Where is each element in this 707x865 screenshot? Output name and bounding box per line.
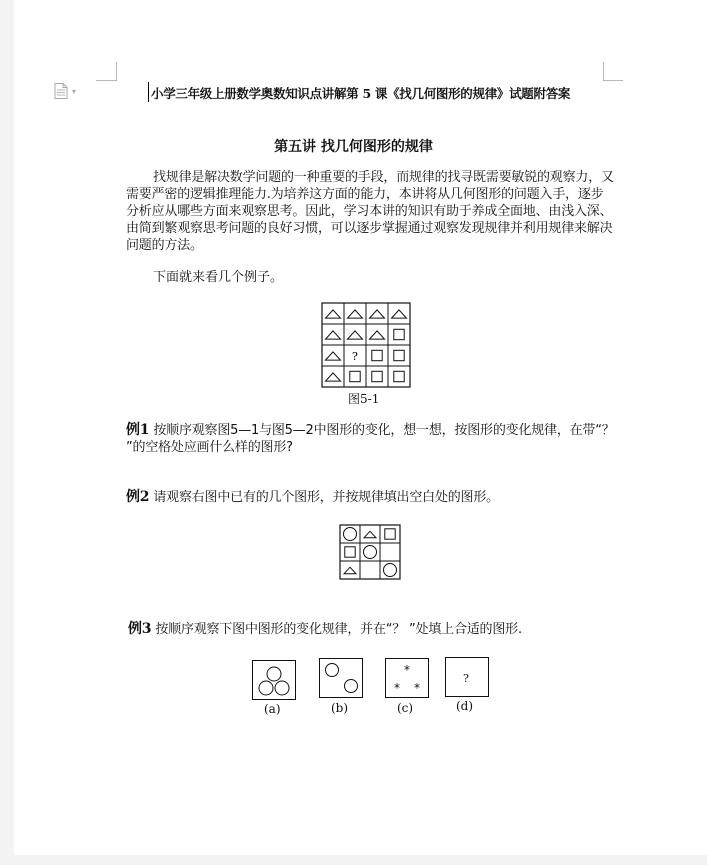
- example-1: [126, 422, 616, 456]
- example-text: 按顺序观察图5—1与图5—2中图形的变化，想一想，按图形的变化规律，在带“？ ”的空格处应画什么样的图形?: [126, 423, 615, 455]
- example-label: 例1: [126, 422, 150, 438]
- sequence-box-b: [319, 658, 363, 698]
- example-text: 按顺序观察下图中图形的变化规律，并在“？ ”处填上合适的图形.: [155, 622, 522, 637]
- chevron-down-icon: ▾: [72, 87, 77, 96]
- header-title: 小学三年级上册数学奥数知识点讲解第 5 课《找几何图形的规律》试题附答案: [151, 86, 571, 101]
- lesson-title: 第五讲 找几何图形的规律: [274, 139, 433, 155]
- example-label: 例3: [128, 621, 152, 637]
- figure-caption: 图5-1: [348, 392, 380, 406]
- example-2: [126, 489, 616, 506]
- star-icon: *: [394, 681, 400, 695]
- question-mark: ?: [463, 672, 469, 685]
- caption-a: (a): [264, 702, 281, 716]
- star-icon: *: [414, 681, 420, 695]
- caption-d: (d): [456, 699, 474, 713]
- text-cursor: [148, 82, 149, 102]
- intro-paragraph: 找规律是解决数学问题的一种重要的手段，而规律的找寻既需要敏锐的观察力，又需要严密的逻辑推理能力.为培养这方面的能力，本讲将从几何图形的问题入手，逐步分析应从哪些方面来观察思考。因此，学习本讲的知识有助于养成全面地、由浅入深、由简到繁观察思考问题的良好习惯，可以逐步掌握通过观察发现规律并利用规律来解决问题的方法。: [126, 170, 614, 253]
- example-text: 请观察右图中已有的几个图形，并按规律填出空白处的图形。: [153, 490, 499, 505]
- example-2-grid: [339, 524, 401, 580]
- intro-line: 下面就来看几个例子。: [153, 270, 284, 285]
- sequence-box-d: [445, 657, 489, 697]
- document-icon[interactable]: [54, 83, 80, 99]
- example-label: 例2: [126, 489, 150, 505]
- figure-5-1-grid: [321, 302, 411, 388]
- crop-mark-top-right-v: [603, 62, 604, 81]
- crop-mark-top-left-h: [96, 80, 116, 81]
- window-margin-bottom: [0, 855, 707, 865]
- crop-mark-top-left-v: [116, 62, 117, 81]
- caption-c: (c): [397, 701, 414, 715]
- example-3: [128, 621, 618, 638]
- window-margin-left: [0, 0, 14, 865]
- star-icon: *: [404, 663, 410, 677]
- sequence-box-a: [252, 660, 296, 700]
- crop-mark-top-right-h: [603, 80, 623, 81]
- caption-b: (b): [331, 701, 349, 715]
- sequence-box-c: [385, 658, 429, 698]
- question-mark: ?: [352, 350, 358, 363]
